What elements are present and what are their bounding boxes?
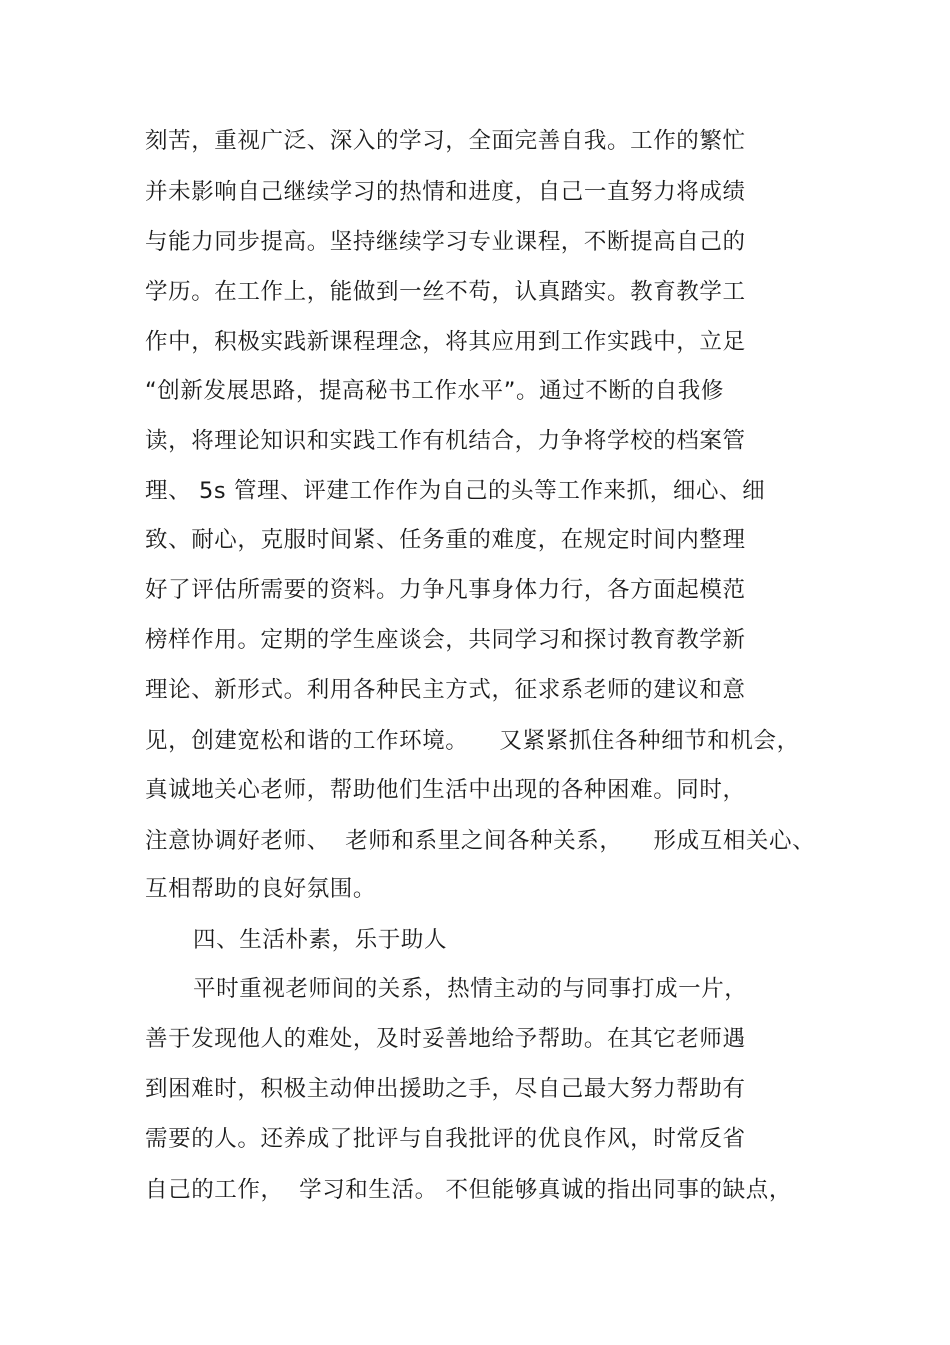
section-heading: 四、生活朴素，乐于助人: [193, 927, 448, 953]
body-text-line: 作中，积极实践新课程理念，将其应用到工作实践中，立足: [145, 329, 746, 355]
body-text-line: 见，创建宽松和谐的工作环境。 又紧紧抓住各种细节和机会，: [145, 728, 800, 754]
body-text-line: 读，将理论知识和实践工作有机结合，力争将学校的档案管: [145, 428, 746, 454]
body-text-line: 真诚地关心老师，帮助他们生活中出现的各种困难。同时，: [145, 777, 746, 803]
body-text-line: 理论、新形式。利用各种民主方式，征求系老师的建议和意: [145, 677, 746, 703]
body-text-line: 自己的工作， 学习和生活。 不但能够真诚的指出同事的缺点，: [145, 1177, 792, 1203]
body-text-line: “创新发展思路，提高秘书工作水平”。通过不断的自我修: [145, 378, 724, 404]
body-text-line: 需要的人。还养成了批评与自我批评的优良作风，时常反省: [145, 1126, 746, 1152]
body-text-line: 致、耐心，克服时间紧、任务重的难度，在规定时间内整理: [145, 527, 746, 553]
body-text-line: 互相帮助的良好氛围。: [145, 876, 377, 902]
body-text-line: 好了评估所需要的资料。力争凡事身体力行，各方面起模范: [145, 577, 746, 603]
body-text-line: 并未影响自己继续学习的热情和进度，自己一直努力将成绩: [145, 179, 746, 205]
paragraph-first-line: 平时重视老师间的关系，热情主动的与同事打成一片，: [193, 976, 748, 1002]
body-text-line: 到困难时，积极主动伸出援助之手，尽自己最大努力帮助有: [145, 1076, 746, 1102]
body-text-line: 学历。在工作上，能做到一丝不苟，认真踏实。教育教学工: [145, 279, 746, 305]
body-text-line: 理、 5s 管理、评建工作作为自己的头等工作来抓，细心、细: [145, 478, 766, 504]
body-text-line: 与能力同步提高。坚持继续学习专业课程，不断提高自己的: [145, 229, 746, 255]
body-text-line: 注意协调好老师、 老师和系里之间各种关系， 形成互相关心、: [145, 828, 816, 854]
body-text-line: 善于发现他人的难处，及时妥善地给予帮助。在其它老师遇: [145, 1026, 746, 1052]
body-text-line: 榜样作用。定期的学生座谈会，共同学习和探讨教育教学新: [145, 627, 746, 653]
body-text-line: 刻苦，重视广泛、深入的学习，全面完善自我。工作的繁忙: [145, 128, 746, 154]
